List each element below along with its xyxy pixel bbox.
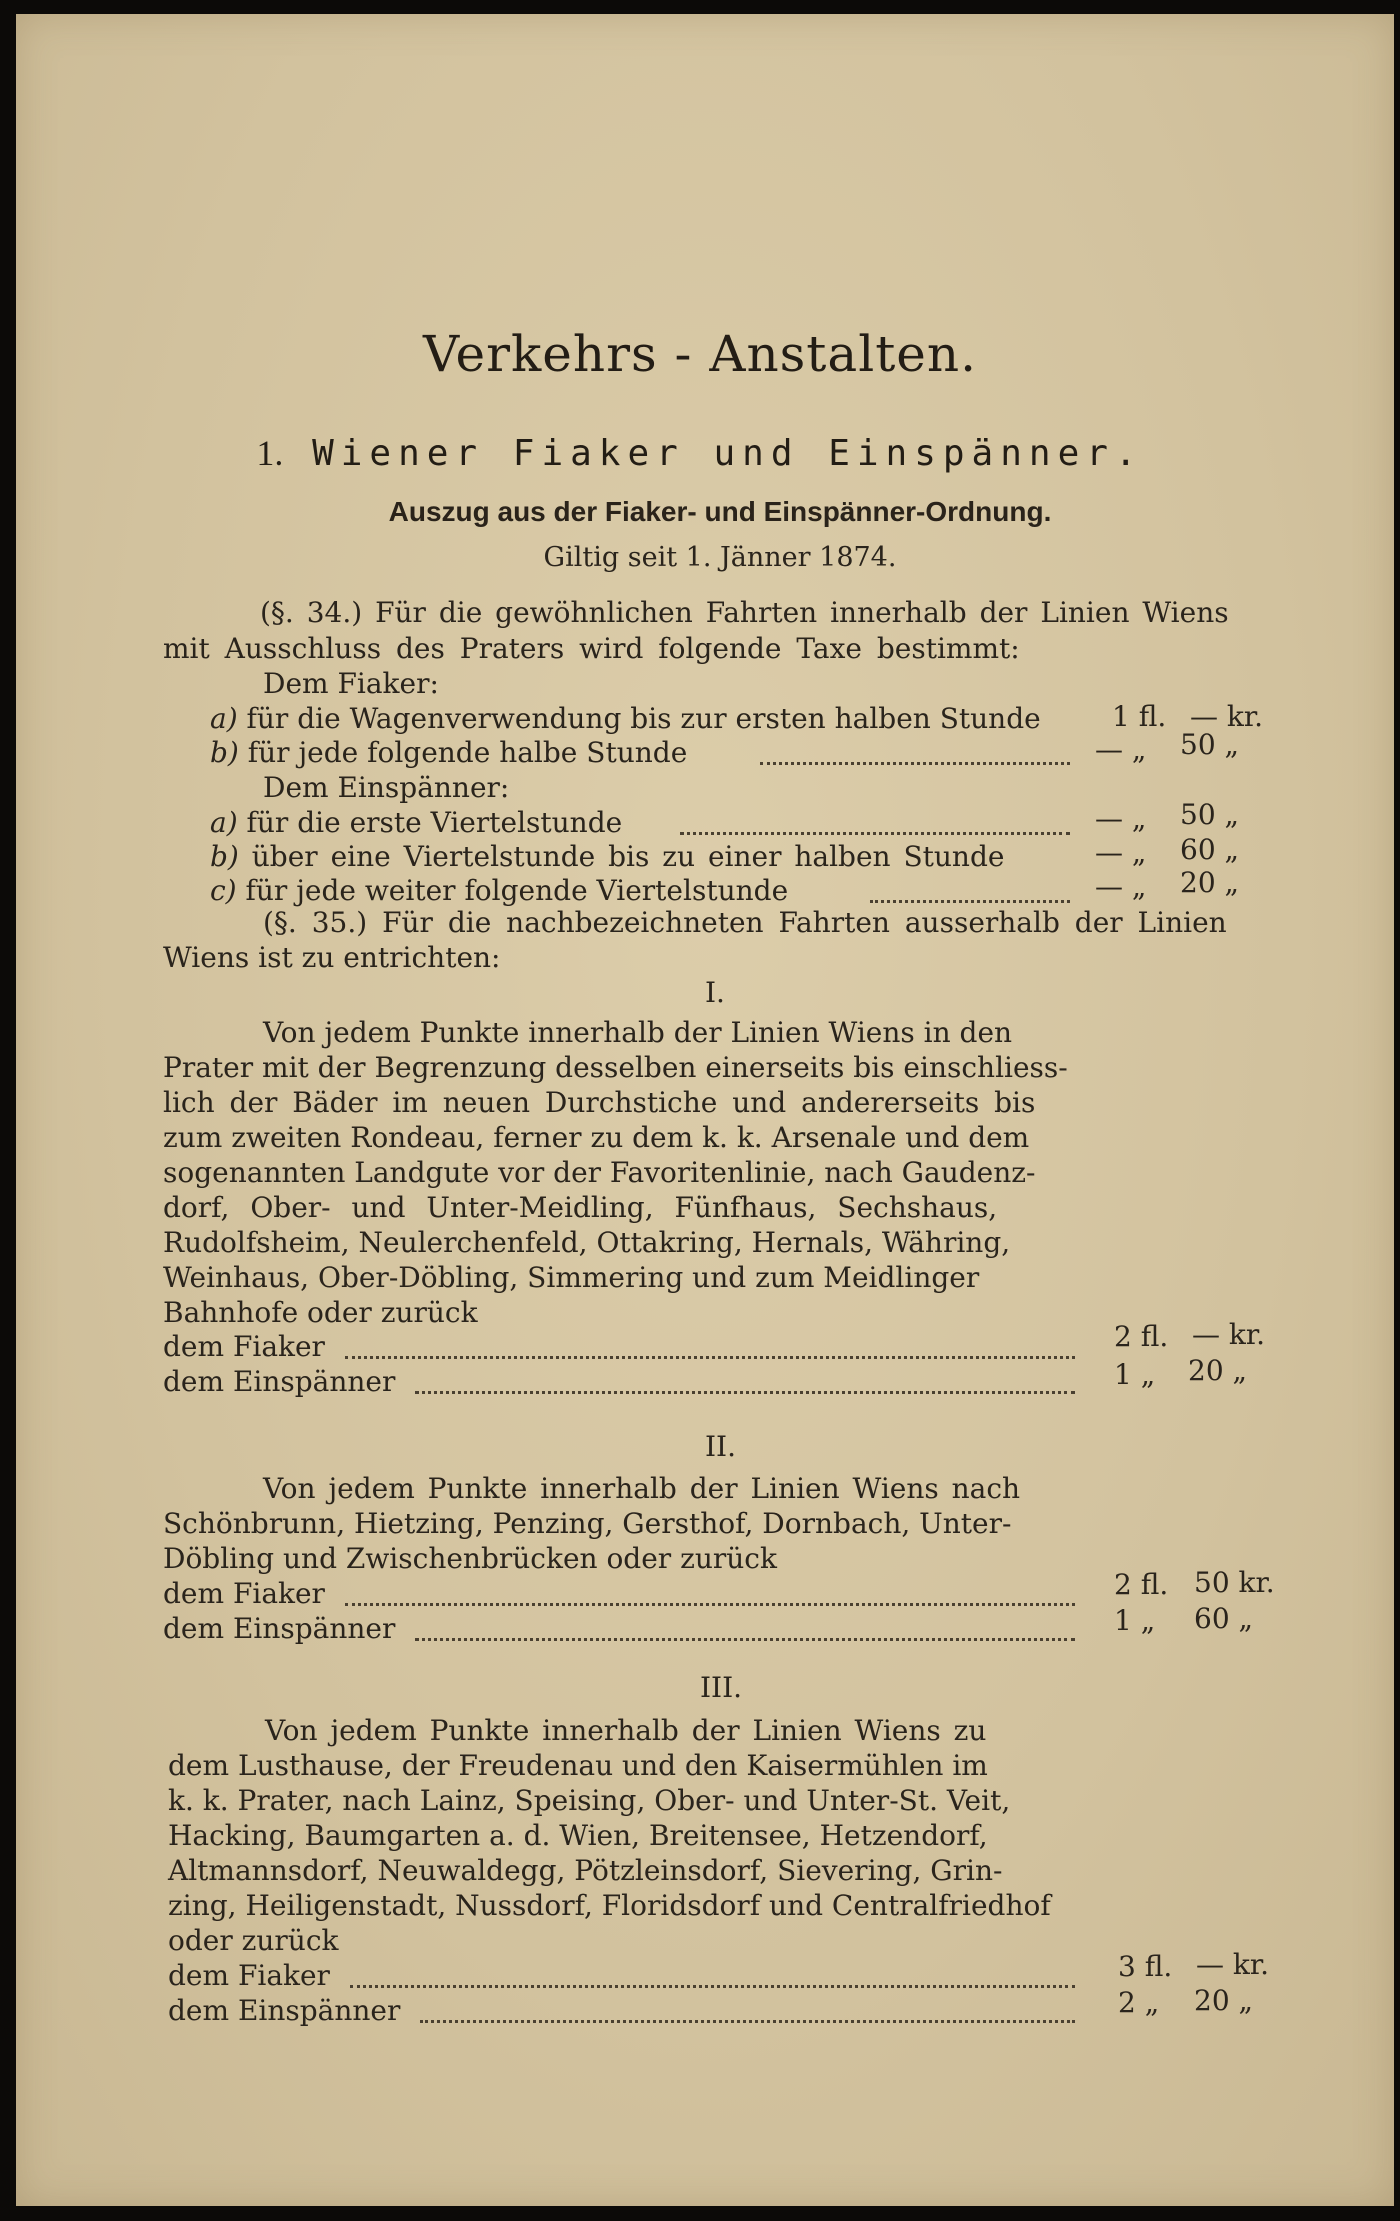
- fee-kr: — kr.: [1192, 1318, 1266, 1351]
- zone-numeral: II.: [705, 1430, 737, 1463]
- fiaker-heading: Dem Fiaker:: [263, 667, 439, 700]
- zone-numeral: I.: [705, 976, 725, 1009]
- fee-kr: 50 „: [1180, 728, 1240, 761]
- row-text: für jede weiter folgende Viertelstunde: [245, 874, 789, 907]
- fee-fl: 2 fl.: [1114, 1320, 1169, 1353]
- fee-fl: — „: [1095, 870, 1147, 903]
- section-number: 1.: [256, 433, 284, 473]
- fee-fl: 1 „: [1114, 1358, 1156, 1391]
- leader-dots: [415, 1638, 1075, 1641]
- row-text: für die erste Viertelstunde: [246, 806, 623, 839]
- zone-text-line: Von jedem Punkte innerhalb der Linien Wiens nach: [263, 1472, 1021, 1505]
- zone-numeral: III.: [700, 1671, 743, 1704]
- fee-fl: — „: [1095, 733, 1147, 766]
- row-label: c): [210, 874, 237, 907]
- fee-kr: 20 „: [1194, 1984, 1254, 2017]
- fee-fl: — „: [1095, 802, 1147, 835]
- leader-dots: [420, 2020, 1075, 2023]
- tariff-row-a: [210, 702, 1041, 736]
- fiaker-label: dem Fiaker: [163, 1330, 325, 1363]
- row-label: a): [210, 806, 238, 839]
- fee-kr: 60 „: [1194, 1602, 1254, 1635]
- einspaenner-label: dem Einspänner: [168, 1994, 401, 2027]
- zone-text-line: oder zurück: [168, 1924, 339, 1957]
- section-name: Wiener Fiaker und Einspänner.: [312, 433, 1144, 474]
- zone-text-line: Weinhaus, Ober-Döbling, Simmering und zum Meidlinger: [163, 1261, 980, 1294]
- fee-kr: — kr.: [1196, 1948, 1270, 1981]
- par35-line1: (§. 35.) Für die nachbezeichneten Fahrten ausserhalb der Linien: [263, 906, 1227, 939]
- fee-fl: — „: [1095, 836, 1147, 869]
- fee-fl: 2 „: [1118, 1986, 1160, 2019]
- zone-text-line: dorf, Ober- und Unter-Meidling, Fünfhaus, Sechshaus,: [163, 1191, 998, 1224]
- row-label: b): [210, 736, 239, 769]
- par34-line2: mit Ausschluss des Praters wird folgende Taxe bestimmt:: [163, 632, 1020, 665]
- section-subtitle: Auszug aus der Fiaker- und Einspänner-Ordnung.: [388, 496, 1052, 527]
- zone-text-line: Schönbrunn, Hietzing, Penzing, Gersthof, Dornbach, Unter-: [163, 1507, 1012, 1540]
- zone-text-line: Bahnhofe oder zurück: [163, 1296, 478, 1329]
- fiaker-label: dem Fiaker: [168, 1959, 330, 1992]
- zone-text-line: Von jedem Punkte innerhalb der Linien Wiens in den: [263, 1016, 1013, 1049]
- page-heading: Verkehrs - Anstalten.: [423, 325, 977, 383]
- zone-text-line: Altmannsdorf, Neuwaldegg, Pötzleinsdorf, Sievering, Grin-: [168, 1854, 1003, 1887]
- fee-kr: 20 „: [1188, 1354, 1248, 1387]
- einspaenner-label: dem Einspänner: [163, 1612, 396, 1645]
- fiaker-label: dem Fiaker: [163, 1577, 325, 1610]
- fee-fl: 1 fl.: [1112, 700, 1167, 733]
- section-title: [0, 432, 1400, 474]
- zone-text-line: lich der Bäder im neuen Durchstiche und andererseits bis: [163, 1086, 1036, 1119]
- zone-text-line: Hacking, Baumgarten a. d. Wien, Breitensee, Hetzendorf,: [168, 1819, 988, 1852]
- zone-text-line: Von jedem Punkte innerhalb der Linien Wiens zu: [265, 1714, 987, 1747]
- fee-fl: 3 fl.: [1118, 1950, 1173, 1983]
- row-label: b): [210, 840, 239, 873]
- leader-dots: [345, 1356, 1075, 1359]
- zone-text-line: dem Lusthause, der Freudenau und den Kaisermühlen im: [168, 1749, 988, 1782]
- zone-text-line: Döbling und Zwischenbrücken oder zurück: [163, 1542, 777, 1575]
- tariff-row-c: [210, 874, 788, 908]
- fee-kr: 60 „: [1180, 833, 1240, 866]
- fee-kr: 20 „: [1180, 866, 1240, 899]
- tariff-row-b: [210, 736, 687, 770]
- zone-text-line: Prater mit der Begrenzung desselben einerseits bis einschliess-: [163, 1051, 1068, 1084]
- fee-kr: 50 „: [1180, 798, 1240, 831]
- zone-text-line: zing, Heiligenstadt, Nussdorf, Floridsdorf und Centralfriedhof: [168, 1889, 1051, 1922]
- tariff-row-a2: [210, 806, 622, 840]
- par34-line1: (§. 34.) Für die gewöhnlichen Fahrten innerhalb der Linien Wiens: [260, 596, 1229, 629]
- einspaenner-label: dem Einspänner: [163, 1365, 396, 1398]
- tariff-row-b2: [210, 840, 1004, 874]
- zone-text-line: zum zweiten Rondeau, ferner zu dem k. k. Arsenale und dem: [163, 1121, 1030, 1154]
- leader-dots: [345, 1603, 1075, 1606]
- zone-text-line: sogenannten Landgute vor der Favoritenlinie, nach Gaudenz-: [163, 1156, 1036, 1189]
- leader-dots: [350, 1985, 1075, 1988]
- fee-fl: 1 „: [1114, 1604, 1156, 1637]
- zone-text-line: k. k. Prater, nach Lainz, Speising, Ober- und Unter-St. Veit,: [168, 1784, 1011, 1817]
- fee-fl: 2 fl.: [1114, 1568, 1169, 1601]
- leader-dots: [415, 1391, 1075, 1394]
- leader-dots: [680, 832, 1070, 835]
- leader-dots: [870, 900, 1070, 903]
- fee-kr: 50 kr.: [1194, 1566, 1275, 1599]
- leader-dots: [760, 762, 1070, 765]
- einspaenner-heading: Dem Einspänner:: [263, 771, 510, 804]
- row-label: a): [210, 702, 238, 735]
- row-text: für jede folgende halbe Stunde: [247, 736, 688, 769]
- row-text: über eine Viertelstunde bis zu einer halben Stunde: [251, 840, 1005, 873]
- row-text: für die Wagenverwendung bis zur ersten halben Stunde: [246, 702, 1041, 735]
- validity-note: Giltig seit 1. Jänner 1874.: [543, 542, 897, 573]
- par35-line2: Wiens ist zu entrichten:: [163, 941, 501, 974]
- zone-text-line: Rudolfsheim, Neulerchenfeld, Ottakring, Hernals, Währing,: [163, 1226, 1011, 1259]
- fee-kr: — kr.: [1190, 700, 1264, 733]
